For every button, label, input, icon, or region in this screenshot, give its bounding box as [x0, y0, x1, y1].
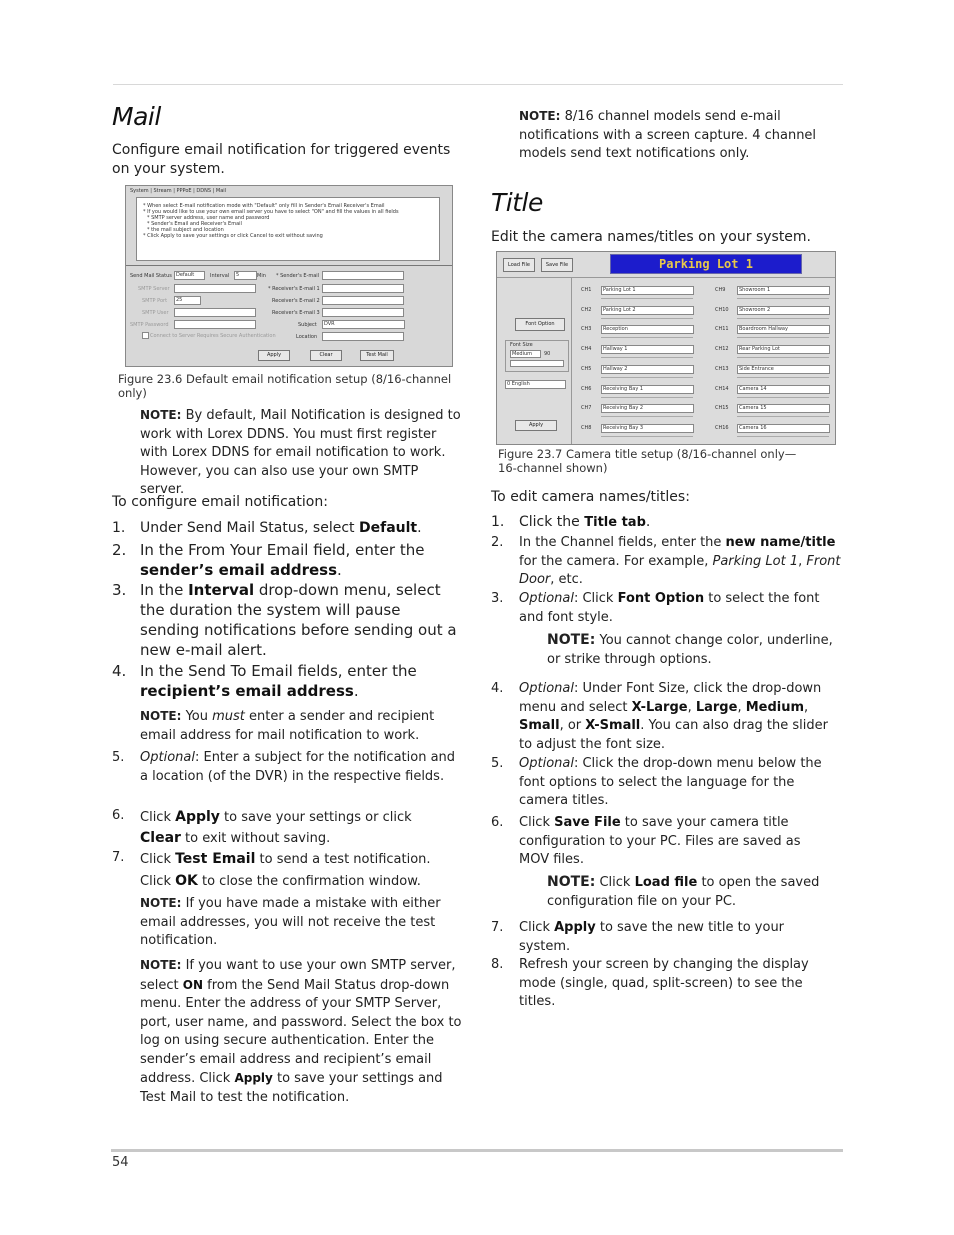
channel-underline	[737, 357, 829, 358]
channel-name-field[interactable]: Hallway 2	[601, 365, 694, 374]
channel-underline	[601, 357, 693, 358]
title-intro: Edit the camera names/titles on your system.	[491, 229, 812, 245]
mail-apply-button[interactable]: Apply	[258, 350, 290, 361]
channel-name-field[interactable]: Boardroom Hallway	[737, 325, 830, 334]
channel-label: CH5	[581, 365, 592, 372]
font-size-slider[interactable]	[510, 360, 564, 367]
mail-step-7-note-1: NOTE: If you have made a mistake with either email addresses, you will not receive the test notification.	[140, 896, 441, 948]
title-step-3-note: NOTE: You cannot change color, underline, or strike through options.	[547, 632, 833, 667]
channel-label: CH4	[581, 346, 592, 353]
to-configure-heading: To configure email notification:	[112, 494, 328, 510]
language-select[interactable]: 0 English	[505, 380, 566, 389]
smtp-user-field[interactable]	[174, 308, 256, 317]
channel-name-field[interactable]: Rear Parking Lot	[737, 345, 830, 354]
channel-underline	[737, 377, 829, 378]
mail-heading: Mail	[112, 102, 161, 131]
mail-step-7-note-2: NOTE: If you want to use your own SMTP server, select ON from the Send Mail Status drop-down menu. Enter the address of your SMTP Server, port, user name, and password. Select the box to log on using secure authentication. Enter the sender’s email address and recipient’s email address. Click Apply to save your settings and Test Mail to test the notification.	[140, 958, 462, 1105]
channel-label: CH6	[581, 385, 592, 392]
mail-instructions-box: * When select E-mail notification mode with "Default" only fill in Sender's Email Receiver's Email * If you would like to use your own email server you have to select "ON" and fill the values in all fields * SMTP server address, user name and password * Sender's Email and Receiver's Email * the mail subject and location * Click Apply to save your settings or click Cancel to exit without saving	[136, 197, 440, 261]
channel-underline	[601, 416, 693, 417]
channel-name-field[interactable]: Reception	[601, 325, 694, 334]
channel-name-field[interactable]: Hallway 1	[601, 345, 694, 354]
secure-auth-checkbox[interactable]	[142, 332, 149, 339]
channel-label: CH9	[715, 287, 726, 293]
channel-models-note: NOTE: 8/16 channel models send e-mail notifications with a screen capture. 4 channel models send text notifications only.	[519, 109, 817, 161]
channel-name-field[interactable]: Showroom 2	[737, 306, 830, 315]
channel-label: CH14	[715, 385, 729, 392]
channel-underline	[601, 436, 693, 437]
font-size-select[interactable]: Medium	[510, 350, 541, 358]
load-file-button[interactable]: Load File	[503, 258, 535, 272]
channel-name-field[interactable]: Parking Lot 2	[601, 306, 694, 315]
channel-name-field[interactable]: Camera 16	[737, 424, 830, 433]
channel-name-field[interactable]: Receiving Bay 2	[601, 404, 694, 413]
channel-underline	[601, 397, 693, 398]
mail-ddns-note: NOTE: By default, Mail Notification is designed to work with Lorex DDNS. You must first register with Lorex DDNS for email notification to work. However, you can also use your own SMTP server.	[140, 408, 461, 497]
channel-label: CH13	[715, 365, 729, 372]
camera-title-screenshot	[496, 251, 836, 445]
channel-name-field[interactable]: Receiving Bay 1	[601, 385, 694, 394]
channel-label: CH12	[715, 346, 729, 353]
smtp-password-field[interactable]	[174, 320, 256, 329]
receiver-email-1-field[interactable]	[322, 284, 404, 293]
channel-underline	[737, 416, 829, 417]
title-preview-banner: Parking Lot 1	[610, 254, 802, 274]
channel-underline	[737, 337, 829, 338]
page-number: 54	[112, 1155, 129, 1170]
figure-23-7-caption: Figure 23.7 Camera title setup (8/16-channel only—16-channel shown)	[498, 447, 797, 475]
header-rule	[113, 84, 843, 85]
channel-label: CH8	[581, 424, 592, 431]
save-file-button[interactable]: Save File	[541, 258, 573, 272]
channel-name-field[interactable]: Camera 14	[737, 385, 830, 394]
channel-name-field[interactable]: Side Entrance	[737, 365, 830, 374]
channel-underline	[737, 318, 829, 319]
location-field[interactable]	[322, 332, 404, 341]
channel-label: CH11	[715, 326, 729, 333]
channel-underline	[601, 298, 693, 299]
mail-clear-button[interactable]: Clear	[310, 350, 342, 361]
channel-name-field[interactable]: Camera 15	[737, 404, 830, 413]
title-apply-button[interactable]: Apply	[515, 420, 557, 431]
font-size-group: Font Size Medium 90	[505, 340, 569, 372]
channel-label: CH2	[581, 306, 592, 313]
title-heading: Title	[491, 188, 543, 217]
title-step-6-note: NOTE: Click Load file to open the saved configuration file on your PC.	[547, 874, 820, 909]
channel-underline	[737, 397, 829, 398]
channel-label: CH7	[581, 405, 592, 412]
channel-underline	[601, 377, 693, 378]
channel-underline	[737, 436, 829, 437]
channel-underline	[601, 318, 693, 319]
channel-label: CH16	[715, 424, 729, 431]
font-option-button[interactable]: Font Option	[515, 318, 565, 331]
send-mail-status-select[interactable]: Default	[174, 271, 205, 280]
to-edit-heading: To edit camera names/titles:	[491, 489, 690, 505]
channel-label: CH3	[581, 326, 592, 333]
footer-rule	[111, 1149, 843, 1152]
mail-intro: Configure email notification for triggered events on your system.	[112, 142, 451, 177]
receiver-email-3-field[interactable]	[322, 308, 404, 317]
channel-underline	[601, 337, 693, 338]
smtp-server-field[interactable]	[174, 284, 256, 293]
subject-field[interactable]: DVR	[322, 320, 405, 329]
channel-name-field[interactable]: Receiving Bay 3	[601, 424, 694, 433]
channel-name-field[interactable]: Parking Lot 1	[601, 286, 694, 295]
mail-tabs: System | Stream | PPPoE | DDNS | Mail	[130, 188, 227, 194]
receiver-email-2-field[interactable]	[322, 296, 404, 305]
senders-email-field[interactable]	[322, 271, 404, 280]
channel-label: CH15	[715, 405, 729, 412]
mail-step-4-note: NOTE: You must enter a sender and recipient email address for mail notification to work.	[140, 709, 435, 743]
smtp-port-field[interactable]: 25	[174, 296, 201, 305]
mail-setup-screenshot: System | Stream | PPPoE | DDNS | Mail * When select E-mail notification mode with "Default" only fill in Sender's Email Receiver's Email * If you would like to use your own email server you have to select "ON" and fill the values in all fields * SMTP server address, user name and password * Sender's Email and Receiver's Email * the mail subject and location * Click Apply to save your settings or click Cancel to exit without saving Send Mail Status Default Interval 5 Min * Sender's E-mail SMTP Server * Receiver's E-mail 1 SMTP Port 25 Receiver's E-mail 2 SMTP User Receiver's E-mail 3 SMTP Password Subject DVR Connect to Server Requires Secure Authentication Location Apply Clear Test Mail	[125, 185, 453, 367]
channel-name-field[interactable]: Showroom 1	[737, 286, 830, 295]
figure-23-6-caption: Figure 23.6 Default email notification setup (8/16-channel only)	[118, 372, 452, 400]
test-mail-button[interactable]: Test Mail	[360, 350, 394, 361]
channel-underline	[737, 298, 829, 299]
interval-select[interactable]: 5	[234, 271, 257, 280]
channel-label: CH1	[581, 287, 592, 293]
channel-label: CH10	[715, 306, 729, 313]
